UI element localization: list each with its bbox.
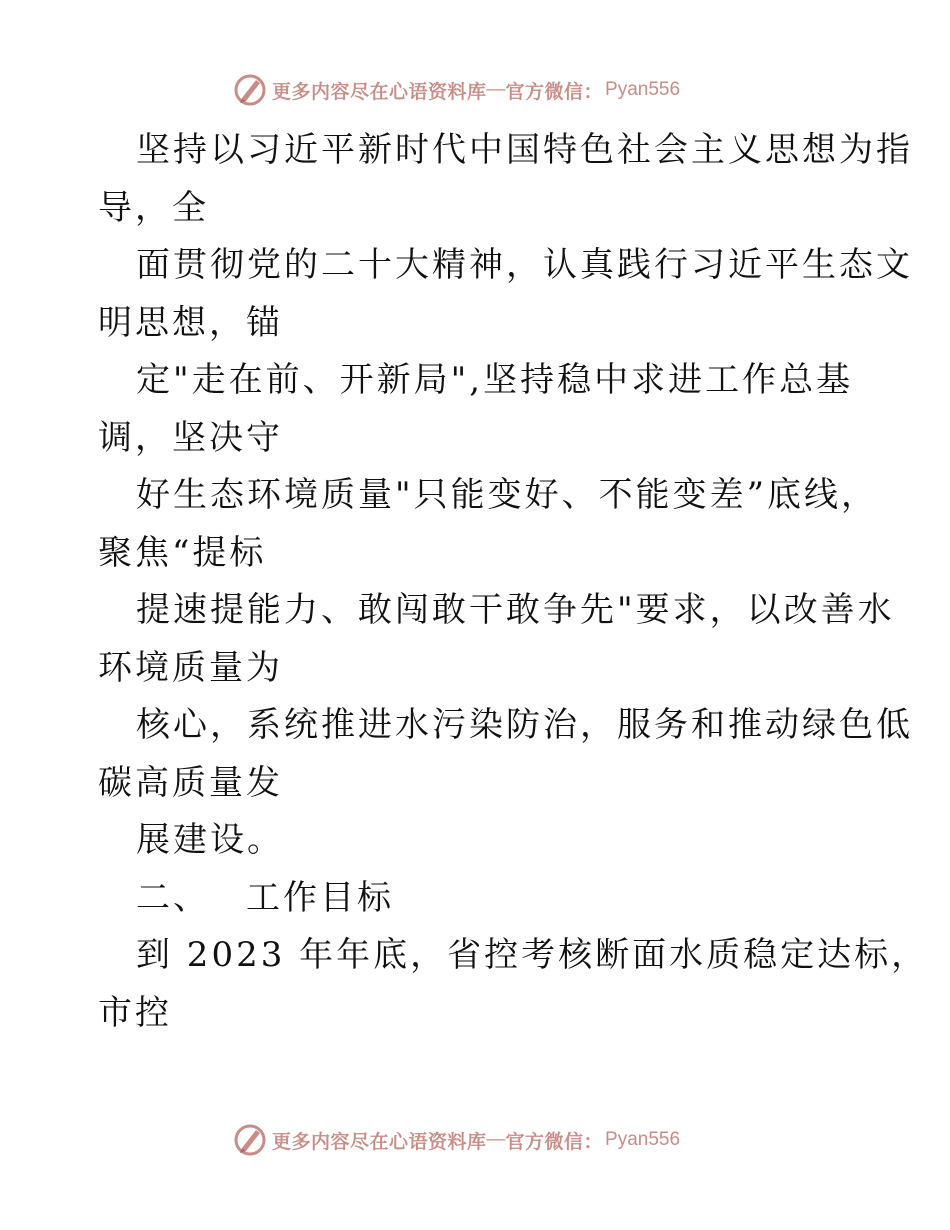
paragraph-line: 聚焦“提标 [98, 532, 267, 573]
paragraph-line: 调，坚决守 [98, 417, 283, 458]
paragraph-line: 展建设。 [136, 820, 284, 860]
paragraph-line: 面贯彻党的二十大精神，认真践行习近平生态文 [136, 245, 913, 285]
section-number: 二、 [136, 877, 210, 918]
paragraph-line: 环境质量为 [98, 647, 283, 688]
watermark-wechat-id: Pyan556 [605, 1129, 681, 1150]
watermark-dash: — [486, 1129, 506, 1150]
paragraph-line: 碳高质量发 [98, 762, 283, 803]
document-body [98, 122, 929, 1042]
paragraph-line: 到 2023 年年底，省控考核断面水质稳定达标， [136, 935, 929, 975]
paragraph-line: 好生态环境质量"只能变好、不能变差”底线， [136, 475, 879, 515]
paragraph-line: 明思想，锚 [98, 302, 283, 343]
watermark-wechat-label: 官方微信： [505, 80, 604, 103]
pen-circle-logo-icon [232, 72, 268, 108]
paragraph-line: 导，全 [98, 187, 209, 228]
paragraph-line: 提速提能力、敢闯敢干敢争先"要求，以改善水 [136, 590, 895, 630]
paragraph-line: 核心，系统推进水污染防治，服务和推动绿色低 [136, 705, 913, 745]
watermark-wechat-label: 官方微信： [505, 1130, 604, 1153]
paragraph-line: 定"走在前、开新局",坚持稳中求进工作总基 [136, 360, 854, 400]
paragraph-line: 坚持以习近平新时代中国特色社会主义思想为指 [136, 130, 913, 170]
paragraph-line: 市控 [98, 992, 172, 1033]
section-title: 工作目标 [246, 877, 394, 918]
section-heading [98, 870, 858, 928]
watermark-site-text: 更多内容尽在心语资料库 [272, 1130, 487, 1153]
pen-circle-logo-icon [232, 1122, 268, 1158]
watermark-wechat-id: Pyan556 [605, 79, 681, 100]
watermark-dash: — [486, 79, 506, 100]
watermark-site-text: 更多内容尽在心语资料库 [272, 80, 487, 103]
header-watermark [232, 70, 680, 110]
footer-watermark [232, 1120, 680, 1160]
